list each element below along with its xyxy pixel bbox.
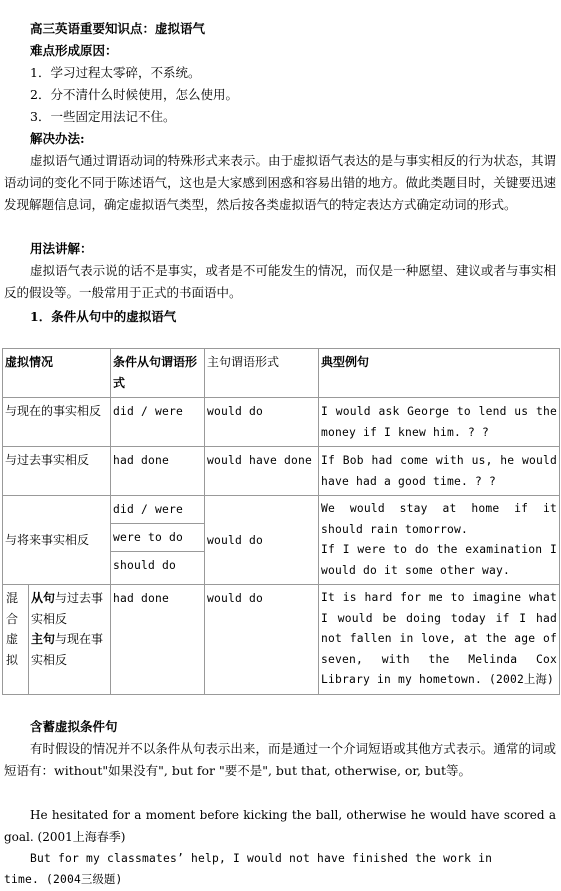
example-future-1: We would stay at home if it should rain tomorrow. bbox=[321, 502, 558, 536]
header-clause-form: 条件从句谓语形式 bbox=[111, 349, 205, 398]
header-example: 典型例句 bbox=[319, 349, 560, 398]
mixed-main-bold: 主句 bbox=[31, 632, 56, 646]
usage-heading: 用法讲解： bbox=[30, 241, 93, 256]
clause-future-2: were to do bbox=[111, 524, 204, 552]
table-row bbox=[3, 585, 560, 695]
table-header-row bbox=[3, 349, 560, 398]
main-past: would have done bbox=[205, 447, 319, 496]
solution-paragraph: 虚拟语气通过谓语动词的特殊形式来表示。由于虚拟语气表达的是与事实相反的行为状态，其谓语动词的变化不同于陈述语气，这也是大家感到困惑和容易出错的地方。做此类题目时，关键要迅速发现解题信息词，确定虚拟语气类型，然后按各类虚拟语气的特定表达方式确定动词的形式。 bbox=[4, 153, 556, 212]
header-situation: 虚拟情况 bbox=[3, 349, 111, 398]
implicit-example-1: He hesitated for a moment before kicking the ball, otherwise he would have scored a goal. (2001上海春季) bbox=[4, 808, 556, 844]
difficulty-item-2: 2．分不清什么时候使用，怎么使用。 bbox=[30, 87, 238, 102]
solution-heading: 解决办法: bbox=[30, 131, 85, 146]
implicit-example-2-line2: time. (2004三级题) bbox=[4, 873, 123, 886]
difficulty-item-1: 1．学习过程太零碎，不系统。 bbox=[30, 65, 201, 80]
main-mixed: would do bbox=[205, 585, 319, 695]
main-future: would do bbox=[205, 496, 319, 585]
document-title: 高三英语重要知识点：虚拟语气 bbox=[30, 21, 206, 36]
difficulty-item-3: 3．一些固定用法记不住。 bbox=[30, 109, 176, 124]
example-mixed: It is hard for me to imagine what I would be doing today if I had not fallen in love, at the age of seven, with the Melinda Cox Library in my hometown. (2002上海) bbox=[319, 585, 560, 695]
clause-present: did / were bbox=[111, 398, 205, 447]
section-1-heading: 1．条件从句中的虚拟语气 bbox=[30, 309, 177, 324]
usage-paragraph: 虚拟语气表示说的话不是事实，或者是不可能发生的情况，而仅是一种愿望、建议或者与事实相反的假设等。一般常用于正式的书面语中。 bbox=[4, 263, 556, 300]
mixed-from-bold: 从句 bbox=[31, 591, 56, 605]
example-future-2: If I were to do the examination I would do it some other way. bbox=[321, 543, 558, 577]
mixed-main-rest: 与现在事实相反 bbox=[31, 632, 104, 667]
situation-mixed-label: 混合虚拟 bbox=[6, 591, 19, 667]
difficulty-heading: 难点形成原因： bbox=[30, 43, 118, 58]
implicit-paragraph: 有时假设的情况并不以条件从句表示出来，而是通过一个介词短语或其他方式表示。通常的词或短语有：without"如果没有", but for "要不是", but that, otherwise, or, but等。 bbox=[4, 741, 556, 778]
table-row bbox=[3, 447, 560, 496]
clause-future-1: did / were bbox=[111, 496, 204, 524]
situation-future-label: 与将来事实相反 bbox=[5, 532, 90, 547]
example-present: I would ask George to lend us the money if I knew him. ? ? bbox=[319, 398, 560, 447]
mixed-main-clause bbox=[31, 629, 108, 670]
implicit-example-2-line1: But for my classmates’ help, I would not have finished the work in bbox=[30, 852, 493, 865]
mixed-from-clause bbox=[31, 588, 108, 629]
table-row bbox=[3, 496, 560, 585]
clause-mixed: had done bbox=[111, 585, 205, 695]
clause-past: had done bbox=[111, 447, 205, 496]
table-row bbox=[3, 398, 560, 447]
conditional-table bbox=[2, 348, 560, 695]
main-present: would do bbox=[205, 398, 319, 447]
situation-mixed-detail bbox=[29, 585, 111, 695]
situation-future bbox=[3, 496, 111, 585]
example-future bbox=[319, 496, 560, 585]
situation-mixed bbox=[3, 585, 29, 695]
clause-future bbox=[111, 496, 205, 585]
implicit-heading: 含蓄虚拟条件句 bbox=[30, 719, 118, 734]
example-past: If Bob had come with us, he would have had a good time. ? ? bbox=[319, 447, 560, 496]
situation-present: 与现在的事实相反 bbox=[3, 398, 111, 447]
clause-future-3: should do bbox=[113, 559, 177, 572]
header-main-form: 主句谓语形式 bbox=[205, 349, 319, 398]
mixed-from-rest: 与过去事实相反 bbox=[31, 591, 104, 626]
situation-past: 与过去事实相反 bbox=[3, 447, 111, 496]
